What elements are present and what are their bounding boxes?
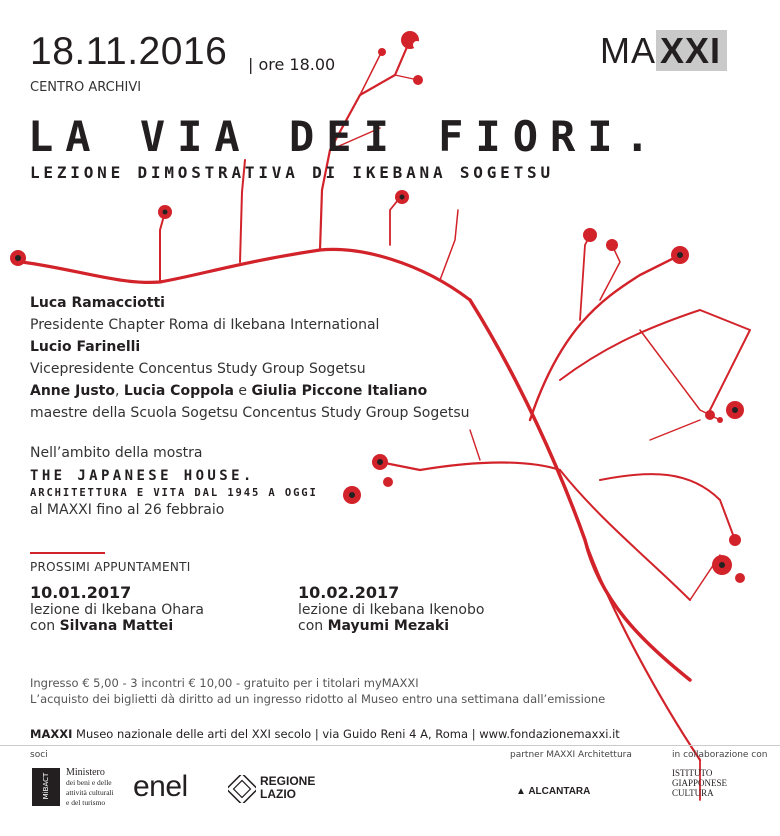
ministero-line: attività culturali [66, 788, 114, 797]
alcantara-logo [516, 786, 590, 797]
event-item-teacher: Mayumi Mezaki [327, 618, 450, 634]
ministero-line: e del turismo [66, 798, 106, 807]
logo-part-xxi: XXI [656, 30, 727, 71]
cultura-text: CULTURA [672, 788, 714, 798]
partner-label: partner MAXXI Architettura [510, 750, 632, 760]
exhibition-subtitle: ARCHITETTURA E VITA DAL 1945 A OGGI [30, 487, 318, 499]
alcantara-text: ALCANTARA [528, 786, 591, 797]
event-item [30, 583, 204, 634]
speakers-block [30, 292, 470, 424]
event-item-teacher: Silvana Mattei [59, 618, 174, 634]
speaker-separator: , [114, 383, 124, 399]
museum-footer [30, 727, 620, 741]
event-venue: CENTRO ARCHIVI [30, 80, 142, 95]
lazio-text: LAZIO [260, 787, 296, 801]
event-title: LA VIA DEI FIORI. [28, 112, 662, 161]
event-item-date: 10.01.2017 [30, 583, 132, 602]
event-item-with: con [30, 618, 60, 634]
event-item [298, 583, 484, 634]
ticket-price: Ingresso € 5,00 - 3 incontri € 10,00 - gratuito per i titolari myMAXXI [30, 676, 419, 690]
footer-divider [0, 745, 780, 746]
exhibition-dates: al MAXXI fino al 26 febbraio [30, 502, 225, 518]
speaker-name: Lucia Coppola [123, 383, 234, 399]
event-item-with: con [298, 618, 328, 634]
event-time: | ore 18.00 [248, 55, 336, 74]
event-item-description: lezione di Ikebana Ohara [30, 602, 204, 618]
speaker-name: Luca Ramacciotti [30, 295, 165, 311]
exhibition-intro: Nell’ambito della mostra [30, 445, 203, 461]
alcantara-a-icon: ▲ [516, 786, 526, 797]
exhibition-title: THE JAPANESE HOUSE. [30, 468, 255, 484]
ministero-line: dei beni e delle [66, 778, 112, 787]
footer-address: Museo nazionale delle arti del XXI secolo | via Guido Reni 4 A, Roma | www.fondazionemaxxi.it [76, 727, 620, 741]
logo-part-ma: MA [600, 30, 656, 71]
ticket-note: L’acquisto dei biglietti dà diritto ad un ingresso ridotto al Museo entro una settimana dall’emissione [30, 692, 606, 706]
footer-brand: MAXXI [30, 727, 73, 741]
next-events-heading: PROSSIMI APPUNTAMENTI [30, 560, 191, 574]
giapponese-text: GIAPPONESE [672, 778, 728, 788]
speaker-name: Anne Justo [30, 383, 115, 399]
speaker-name: Lucio Farinelli [30, 339, 141, 355]
speaker-role: maestre della Scuola Sogetsu Concentus Study Group Sogetsu [30, 405, 470, 421]
maxxi-logo [600, 30, 727, 72]
event-subtitle: LEZIONE DIMOSTRATIVA DI IKEBANA SOGETSU [30, 163, 554, 182]
event-item-description: lezione di Ikebana Ikenobo [298, 602, 485, 618]
section-divider [30, 552, 105, 554]
soci-label: soci [30, 750, 48, 760]
speaker-role: Presidente Chapter Roma di Ikebana International [30, 317, 380, 333]
event-item-date: 10.02.2017 [298, 583, 400, 602]
istituto-giapponese-logo [672, 768, 752, 798]
speaker-separator: e [233, 383, 252, 399]
event-date: 18.11.2016 [30, 30, 228, 73]
regione-text: REGIONE [260, 774, 316, 788]
regione-lazio-emblem [228, 775, 256, 803]
speaker-name: Giulia Piccone Italiano [251, 383, 428, 399]
ministero-title: Ministero [66, 767, 105, 778]
istituto-text: ISTITUTO [672, 768, 713, 778]
collab-label: in collaborazione con [672, 750, 768, 760]
ticket-info [30, 675, 605, 707]
mibact-side-text: MiBACT [42, 772, 50, 800]
speaker-role: Vicepresidente Concentus Study Group Sogetsu [30, 361, 366, 377]
enel-logo: enel [133, 770, 188, 803]
